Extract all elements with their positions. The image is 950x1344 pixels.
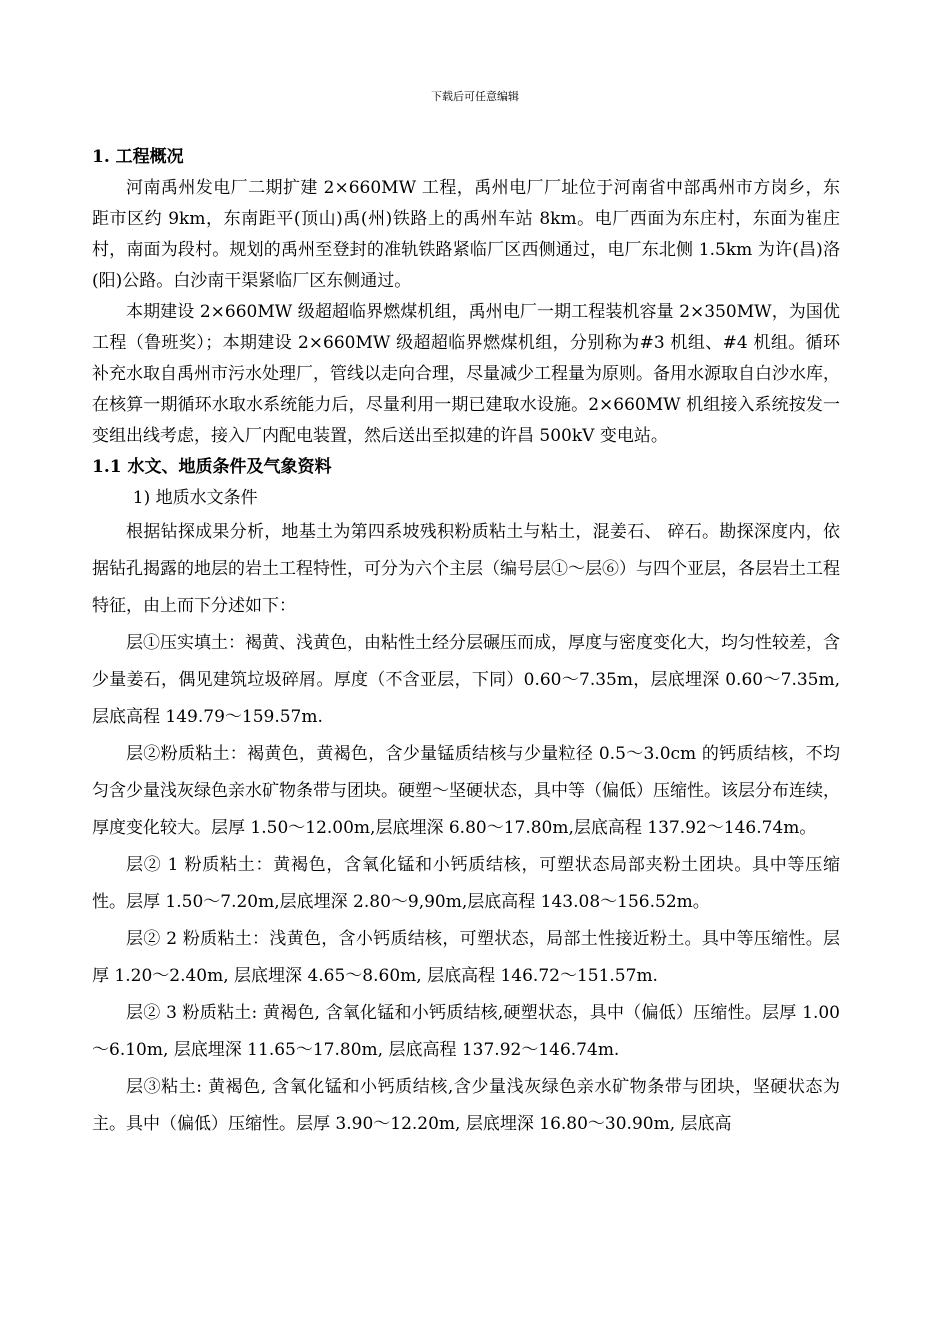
paragraph-geology-summary: 根据钻探成果分析，地基土为第四系坡残积粉质粘土与粘土，混姜石、 碎石。勘探深度内，依据钻孔揭露的地层的岩土工程特性，可分为六个主层（编号层①～层⑥）与四个亚层，各层岩土工程特征，由上而下分述如下： xyxy=(92,522,840,616)
section-heading-1: 1. 工程概况 xyxy=(92,147,184,167)
paragraph-layer-1: 层①压实填土：褐黄、浅黄色，由粘性土经分层碾压而成，厚度与密度变化大，均匀性较差，含少量姜石，偶见建筑垃圾碎屑。厚度（不含亚层，下同）0.60～7.35m，层底埋深 0.60～7.35m,层底高程 149.79～159.57m. xyxy=(92,633,840,727)
subheading-geology: 1) 地质水文条件 xyxy=(132,488,258,508)
paragraph-layer-2-3: 层② 3 粉质粘土: 黄褐色, 含氧化锰和小钙质结核,硬塑状态，具中（偏低）压缩性。层厚 1.00～6.10m, 层底埋深 11.65～17.80m, 层底高程 137.92～146.74m. xyxy=(92,1003,840,1060)
paragraph-layer-2-2: 层② 2 粉质粘土：浅黄色，含小钙质结核，可塑状态，局部土性接近粉土。具中等压缩性。层厚 1.20～2.40m, 层底埋深 4.65～8.60m, 层底高程 146.72～151.57m. xyxy=(92,929,840,986)
paragraph-project-scope: 本期建设 2×660MW 级超超临界燃煤机组，禹州电厂一期工程装机容量 2×350MW，为国优工程（鲁班奖）；本期建设 2×660MW 级超超临界燃煤机组，分别称为#3 机组、#4 机组。循环补充水取自禹州市污水处理厂，管线以走向合理，尽量减少工程量为原则。备用水源取自白沙水库，在核算一期循环水取水系统能力后，尽量利用一期已建取水设施。2×660MW 机组接入系统按发一变组出线考虑，接入厂内配电装置，然后送出至拟建的许昌 500kV 变电站。 xyxy=(92,302,840,446)
document-body xyxy=(92,142,840,1143)
page-header: 下载后可任意编辑 xyxy=(431,90,519,103)
paragraph-layer-2: 层②粉质粘土：褐黄色，黄褐色，含少量锰质结核与少量粒径 0.5～3.0cm 的钙质结核，不均匀含少量浅灰绿色亲水矿物条带与团块。硬塑～坚硬状态，具中等（偏低）压缩性。该层分布连续，厚度变化较大。层厚 1.50～12.00m,层底埋深 6.80～17.80m,层底高程 137.92～146.74m。 xyxy=(92,744,840,838)
paragraph-layer-2-1: 层② 1 粉质粘土：黄褐色，含氧化锰和小钙质结核，可塑状态局部夹粉土团块。具中等压缩性。层厚 1.50～7.20m,层底埋深 2.80～9,90m,层底高程 143.08～156.52m。 xyxy=(92,855,840,912)
paragraph-layer-3: 层③粘土: 黄褐色, 含氧化锰和小钙质结核,含少量浅灰绿色亲水矿物条带与团块，坚硬状态为主。具中（偏低）压缩性。层厚 3.90～12.20m, 层底埋深 16.80～30.90m, 层底高 xyxy=(92,1077,840,1134)
section-heading-1-1: 1.1 水文、地质条件及气象资料 xyxy=(92,457,332,477)
paragraph-project-location: 河南禹州发电厂二期扩建 2×660MW 工程，禹州电厂厂址位于河南省中部禹州市方岗乡，东距市区约 9km，东南距平(顶山)禹(州)铁路上的禹州车站 8km。电厂西面为东庄村，东面为崔庄村，南面为段村。规划的禹州至登封的准轨铁路紧临厂区西侧通过，电厂东北侧 1.5km 为许(昌)洛(阳)公路。白沙南干渠紧临厂区东侧通过。 xyxy=(92,178,840,291)
